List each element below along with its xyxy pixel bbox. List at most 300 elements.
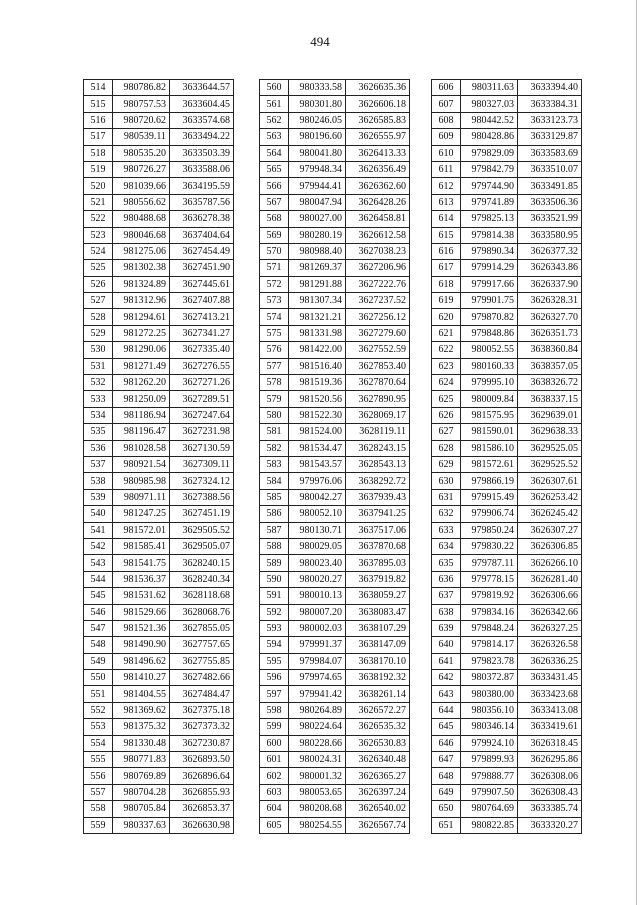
- point-number-cell: 611: [432, 161, 461, 177]
- table-row: [432, 129, 582, 145]
- point-number-cell: 529: [84, 325, 113, 341]
- point-number-cell: 591: [260, 588, 289, 604]
- y-coordinate-cell: 3638059.27: [346, 588, 410, 604]
- table-row: [84, 670, 234, 686]
- point-number-cell: 586: [260, 506, 289, 522]
- table-row: [432, 260, 582, 276]
- table-row: [260, 178, 410, 194]
- point-number-cell: 592: [260, 604, 289, 620]
- table-row: [432, 161, 582, 177]
- table-row: [84, 588, 234, 604]
- y-coordinate-cell: 3626307.61: [518, 473, 582, 489]
- table-row: [260, 80, 410, 96]
- point-number-cell: 594: [260, 637, 289, 653]
- y-coordinate-cell: 3627451.19: [170, 506, 234, 522]
- table-row: [432, 686, 582, 702]
- point-number-cell: 555: [84, 752, 113, 768]
- table-row: [432, 522, 582, 538]
- table-row: [84, 260, 234, 276]
- y-coordinate-cell: 3638107.29: [346, 620, 410, 636]
- point-number-cell: 647: [432, 752, 461, 768]
- point-number-cell: 573: [260, 293, 289, 309]
- table-row: [84, 96, 234, 112]
- x-coordinate-cell: 980009.84: [461, 391, 518, 407]
- point-number-cell: 620: [432, 309, 461, 325]
- y-coordinate-cell: 3627276.55: [170, 358, 234, 374]
- point-number-cell: 568: [260, 211, 289, 227]
- y-coordinate-cell: 3628243.15: [346, 440, 410, 456]
- x-coordinate-cell: 979991.37: [289, 637, 346, 653]
- point-number-cell: 623: [432, 358, 461, 374]
- y-coordinate-cell: 3626458.81: [346, 211, 410, 227]
- x-coordinate-cell: 981496.62: [113, 653, 170, 669]
- y-coordinate-cell: 3627552.59: [346, 342, 410, 358]
- x-coordinate-cell: 979907.50: [461, 784, 518, 800]
- y-coordinate-cell: 3626365.27: [346, 768, 410, 784]
- x-coordinate-cell: 981585.41: [113, 538, 170, 554]
- point-number-cell: 643: [432, 686, 461, 702]
- y-coordinate-cell: 3626337.90: [518, 276, 582, 292]
- x-coordinate-cell: 979866.19: [461, 473, 518, 489]
- x-coordinate-cell: 981404.55: [113, 686, 170, 702]
- x-coordinate-cell: 980356.10: [461, 702, 518, 718]
- y-coordinate-cell: 3627407.88: [170, 293, 234, 309]
- table-row: [84, 424, 234, 440]
- y-coordinate-cell: 3633384.31: [518, 96, 582, 112]
- point-number-cell: 535: [84, 424, 113, 440]
- table-row: [432, 817, 582, 833]
- x-coordinate-cell: 979829.09: [461, 145, 518, 161]
- x-coordinate-cell: 980280.19: [289, 227, 346, 243]
- table-row: [260, 686, 410, 702]
- y-coordinate-cell: 3628068.76: [170, 604, 234, 620]
- table-row: [84, 604, 234, 620]
- x-coordinate-cell: 979842.79: [461, 161, 518, 177]
- y-coordinate-cell: 3628240.34: [170, 571, 234, 587]
- x-coordinate-cell: 980052.10: [289, 506, 346, 522]
- y-coordinate-cell: 3633419.61: [518, 719, 582, 735]
- point-number-cell: 572: [260, 276, 289, 292]
- point-number-cell: 530: [84, 342, 113, 358]
- point-number-cell: 563: [260, 129, 289, 145]
- coordinate-table-2: [259, 79, 410, 834]
- point-number-cell: 554: [84, 735, 113, 751]
- table-row: [432, 768, 582, 784]
- table-row: [432, 588, 582, 604]
- point-number-cell: 549: [84, 653, 113, 669]
- x-coordinate-cell: 979976.06: [289, 473, 346, 489]
- table-row: [84, 784, 234, 800]
- x-coordinate-cell: 980024.31: [289, 752, 346, 768]
- x-coordinate-cell: 980380.00: [461, 686, 518, 702]
- point-number-cell: 628: [432, 440, 461, 456]
- x-coordinate-cell: 979830.22: [461, 538, 518, 554]
- x-coordinate-cell: 981369.62: [113, 702, 170, 718]
- y-coordinate-cell: 3626567.74: [346, 817, 410, 833]
- table-row: [84, 309, 234, 325]
- table-row: [260, 407, 410, 423]
- table-row: [260, 784, 410, 800]
- table-row: [84, 489, 234, 505]
- point-number-cell: 588: [260, 538, 289, 554]
- x-coordinate-cell: 980301.80: [289, 96, 346, 112]
- table-row: [84, 522, 234, 538]
- point-number-cell: 596: [260, 670, 289, 686]
- point-number-cell: 629: [432, 456, 461, 472]
- point-number-cell: 541: [84, 522, 113, 538]
- y-coordinate-cell: 3626266.10: [518, 555, 582, 571]
- point-number-cell: 633: [432, 522, 461, 538]
- point-number-cell: 571: [260, 260, 289, 276]
- table-row: [260, 375, 410, 391]
- x-coordinate-cell: 980442.52: [461, 112, 518, 128]
- x-coordinate-cell: 980208.68: [289, 801, 346, 817]
- point-number-cell: 578: [260, 375, 289, 391]
- point-number-cell: 640: [432, 637, 461, 653]
- coordinate-table-3: [431, 79, 582, 834]
- x-coordinate-cell: 981522.30: [289, 407, 346, 423]
- table-row: [432, 293, 582, 309]
- point-number-cell: 537: [84, 456, 113, 472]
- table-row: [260, 817, 410, 833]
- point-number-cell: 575: [260, 325, 289, 341]
- y-coordinate-cell: 3627755.85: [170, 653, 234, 669]
- point-number-cell: 551: [84, 686, 113, 702]
- point-number-cell: 518: [84, 145, 113, 161]
- x-coordinate-cell: 981575.95: [461, 407, 518, 423]
- x-coordinate-cell: 979974.65: [289, 670, 346, 686]
- x-coordinate-cell: 979890.34: [461, 243, 518, 259]
- table-row: [260, 588, 410, 604]
- y-coordinate-cell: 3633604.45: [170, 96, 234, 112]
- y-coordinate-cell: 3633431.45: [518, 670, 582, 686]
- point-number-cell: 601: [260, 752, 289, 768]
- x-coordinate-cell: 979778.15: [461, 571, 518, 587]
- y-coordinate-cell: 3638337.15: [518, 391, 582, 407]
- point-number-cell: 593: [260, 620, 289, 636]
- x-coordinate-cell: 981307.34: [289, 293, 346, 309]
- y-coordinate-cell: 3626327.70: [518, 309, 582, 325]
- y-coordinate-cell: 3626340.48: [346, 752, 410, 768]
- point-number-cell: 649: [432, 784, 461, 800]
- table-row: [260, 358, 410, 374]
- y-coordinate-cell: 3627757.65: [170, 637, 234, 653]
- x-coordinate-cell: 979823.78: [461, 653, 518, 669]
- x-coordinate-cell: 981531.62: [113, 588, 170, 604]
- point-number-cell: 648: [432, 768, 461, 784]
- x-coordinate-cell: 981534.47: [289, 440, 346, 456]
- table-row: [84, 719, 234, 735]
- table-row: [84, 506, 234, 522]
- y-coordinate-cell: 3633491.85: [518, 178, 582, 194]
- y-coordinate-cell: 3627271.26: [170, 375, 234, 391]
- y-coordinate-cell: 3637517.06: [346, 522, 410, 538]
- x-coordinate-cell: 980010.13: [289, 588, 346, 604]
- table-row: [260, 276, 410, 292]
- point-number-cell: 605: [260, 817, 289, 833]
- y-coordinate-cell: 3628119.11: [346, 424, 410, 440]
- y-coordinate-cell: 3629639.01: [518, 407, 582, 423]
- y-coordinate-cell: 3626327.25: [518, 620, 582, 636]
- point-number-cell: 533: [84, 391, 113, 407]
- y-coordinate-cell: 3638147.09: [346, 637, 410, 653]
- y-coordinate-cell: 3627324.12: [170, 473, 234, 489]
- point-number-cell: 527: [84, 293, 113, 309]
- table-row: [84, 358, 234, 374]
- y-coordinate-cell: 3626308.43: [518, 784, 582, 800]
- y-coordinate-cell: 3633644.57: [170, 80, 234, 96]
- table-row: [260, 161, 410, 177]
- y-coordinate-cell: 3633521.99: [518, 211, 582, 227]
- y-coordinate-cell: 3626328.31: [518, 293, 582, 309]
- x-coordinate-cell: 980007.20: [289, 604, 346, 620]
- table-row: [432, 489, 582, 505]
- table-row: [260, 752, 410, 768]
- y-coordinate-cell: 3626307.27: [518, 522, 582, 538]
- point-number-cell: 642: [432, 670, 461, 686]
- point-number-cell: 580: [260, 407, 289, 423]
- point-number-cell: 525: [84, 260, 113, 276]
- point-number-cell: 636: [432, 571, 461, 587]
- table-row: [84, 407, 234, 423]
- point-number-cell: 644: [432, 702, 461, 718]
- x-coordinate-cell: 980224.64: [289, 719, 346, 735]
- x-coordinate-cell: 980705.84: [113, 801, 170, 817]
- point-number-cell: 519: [84, 161, 113, 177]
- x-coordinate-cell: 981529.66: [113, 604, 170, 620]
- table-row: [84, 211, 234, 227]
- point-number-cell: 526: [84, 276, 113, 292]
- point-number-cell: 531: [84, 358, 113, 374]
- x-coordinate-cell: 980246.05: [289, 112, 346, 128]
- y-coordinate-cell: 3627247.64: [170, 407, 234, 423]
- y-coordinate-cell: 3637404.64: [170, 227, 234, 243]
- x-coordinate-cell: 981272.25: [113, 325, 170, 341]
- point-number-cell: 514: [84, 80, 113, 96]
- x-coordinate-cell: 980346.14: [461, 719, 518, 735]
- x-coordinate-cell: 980130.71: [289, 522, 346, 538]
- table-row: [432, 309, 582, 325]
- x-coordinate-cell: 981519.36: [289, 375, 346, 391]
- x-coordinate-cell: 980254.55: [289, 817, 346, 833]
- table-row: [84, 752, 234, 768]
- y-coordinate-cell: 3633506.36: [518, 194, 582, 210]
- point-number-cell: 595: [260, 653, 289, 669]
- x-coordinate-cell: 979915.49: [461, 489, 518, 505]
- point-number-cell: 552: [84, 702, 113, 718]
- point-number-cell: 546: [84, 604, 113, 620]
- x-coordinate-cell: 980228.66: [289, 735, 346, 751]
- y-coordinate-cell: 3633394.40: [518, 80, 582, 96]
- point-number-cell: 544: [84, 571, 113, 587]
- point-number-cell: 545: [84, 588, 113, 604]
- y-coordinate-cell: 3627222.76: [346, 276, 410, 292]
- table-row: [260, 440, 410, 456]
- table-row: [84, 145, 234, 161]
- table-row: [260, 227, 410, 243]
- table-row: [260, 506, 410, 522]
- y-coordinate-cell: 3638357.05: [518, 358, 582, 374]
- table-row: [432, 670, 582, 686]
- point-number-cell: 579: [260, 391, 289, 407]
- x-coordinate-cell: 979848.86: [461, 325, 518, 341]
- table-row: [432, 243, 582, 259]
- x-coordinate-cell: 979814.17: [461, 637, 518, 653]
- table-row: [260, 768, 410, 784]
- x-coordinate-cell: 980047.94: [289, 194, 346, 210]
- y-coordinate-cell: 3627038.23: [346, 243, 410, 259]
- y-coordinate-cell: 3626540.02: [346, 801, 410, 817]
- point-number-cell: 598: [260, 702, 289, 718]
- point-number-cell: 562: [260, 112, 289, 128]
- point-number-cell: 614: [432, 211, 461, 227]
- y-coordinate-cell: 3627341.27: [170, 325, 234, 341]
- point-number-cell: 542: [84, 538, 113, 554]
- y-coordinate-cell: 3635787.56: [170, 194, 234, 210]
- x-coordinate-cell: 980327.03: [461, 96, 518, 112]
- y-coordinate-cell: 3627484.47: [170, 686, 234, 702]
- y-coordinate-cell: 3633574.68: [170, 112, 234, 128]
- point-number-cell: 581: [260, 424, 289, 440]
- table-row: [84, 538, 234, 554]
- y-coordinate-cell: 3626572.27: [346, 702, 410, 718]
- point-number-cell: 585: [260, 489, 289, 505]
- point-number-cell: 608: [432, 112, 461, 128]
- point-number-cell: 632: [432, 506, 461, 522]
- x-coordinate-cell: 981324.89: [113, 276, 170, 292]
- point-number-cell: 651: [432, 817, 461, 833]
- x-coordinate-cell: 981330.48: [113, 735, 170, 751]
- point-number-cell: 577: [260, 358, 289, 374]
- x-coordinate-cell: 981321.21: [289, 309, 346, 325]
- point-number-cell: 548: [84, 637, 113, 653]
- table-row: [260, 801, 410, 817]
- x-coordinate-cell: 980757.53: [113, 96, 170, 112]
- point-number-cell: 539: [84, 489, 113, 505]
- table-row: [432, 473, 582, 489]
- point-number-cell: 553: [84, 719, 113, 735]
- y-coordinate-cell: 3627373.32: [170, 719, 234, 735]
- x-coordinate-cell: 980720.62: [113, 112, 170, 128]
- table-row: [84, 686, 234, 702]
- point-number-cell: 576: [260, 342, 289, 358]
- point-number-cell: 634: [432, 538, 461, 554]
- table-row: [432, 637, 582, 653]
- y-coordinate-cell: 3627375.18: [170, 702, 234, 718]
- x-coordinate-cell: 980726.27: [113, 161, 170, 177]
- y-coordinate-cell: 3628118.68: [170, 588, 234, 604]
- y-coordinate-cell: 3627206.96: [346, 260, 410, 276]
- y-coordinate-cell: 3627237.52: [346, 293, 410, 309]
- y-coordinate-cell: 3637919.82: [346, 571, 410, 587]
- point-number-cell: 540: [84, 506, 113, 522]
- point-number-cell: 574: [260, 309, 289, 325]
- y-coordinate-cell: 3627256.12: [346, 309, 410, 325]
- y-coordinate-cell: 3638170.10: [346, 653, 410, 669]
- table-row: [84, 768, 234, 784]
- y-coordinate-cell: 3627855.05: [170, 620, 234, 636]
- x-coordinate-cell: 980769.89: [113, 768, 170, 784]
- table-row: [432, 456, 582, 472]
- point-number-cell: 617: [432, 260, 461, 276]
- x-coordinate-cell: 979914.29: [461, 260, 518, 276]
- x-coordinate-cell: 980046.68: [113, 227, 170, 243]
- x-coordinate-cell: 981028.58: [113, 440, 170, 456]
- table-row: [84, 342, 234, 358]
- y-coordinate-cell: 3638083.47: [346, 604, 410, 620]
- table-row: [432, 424, 582, 440]
- y-coordinate-cell: 3638192.32: [346, 670, 410, 686]
- point-number-cell: 606: [432, 80, 461, 96]
- x-coordinate-cell: 980002.03: [289, 620, 346, 636]
- table-row: [432, 112, 582, 128]
- x-coordinate-cell: 981302.38: [113, 260, 170, 276]
- x-coordinate-cell: 981410.27: [113, 670, 170, 686]
- x-coordinate-cell: 979825.13: [461, 211, 518, 227]
- point-number-cell: 515: [84, 96, 113, 112]
- table-row: [260, 243, 410, 259]
- table-row: [260, 538, 410, 554]
- point-number-cell: 631: [432, 489, 461, 505]
- x-coordinate-cell: 979984.07: [289, 653, 346, 669]
- point-number-cell: 561: [260, 96, 289, 112]
- table-row: [260, 145, 410, 161]
- y-coordinate-cell: 3627413.21: [170, 309, 234, 325]
- point-number-cell: 560: [260, 80, 289, 96]
- x-coordinate-cell: 981312.96: [113, 293, 170, 309]
- point-number-cell: 520: [84, 178, 113, 194]
- x-coordinate-cell: 981331.98: [289, 325, 346, 341]
- y-coordinate-cell: 3637939.43: [346, 489, 410, 505]
- table-row: [260, 211, 410, 227]
- table-row: [260, 112, 410, 128]
- point-number-cell: 528: [84, 309, 113, 325]
- y-coordinate-cell: 3627870.64: [346, 375, 410, 391]
- x-coordinate-cell: 979850.24: [461, 522, 518, 538]
- y-coordinate-cell: 3627130.59: [170, 440, 234, 456]
- table-row: [84, 178, 234, 194]
- table-row: [260, 702, 410, 718]
- point-number-cell: 522: [84, 211, 113, 227]
- point-number-cell: 587: [260, 522, 289, 538]
- y-coordinate-cell: 3638360.84: [518, 342, 582, 358]
- y-coordinate-cell: 3629525.52: [518, 456, 582, 472]
- y-coordinate-cell: 3626397.24: [346, 784, 410, 800]
- y-coordinate-cell: 3626336.25: [518, 653, 582, 669]
- y-coordinate-cell: 3626428.26: [346, 194, 410, 210]
- point-number-cell: 582: [260, 440, 289, 456]
- table-row: [432, 620, 582, 636]
- table-row: [432, 325, 582, 341]
- point-number-cell: 646: [432, 735, 461, 751]
- table-row: [260, 555, 410, 571]
- x-coordinate-cell: 981490.90: [113, 637, 170, 653]
- y-coordinate-cell: 3637870.68: [346, 538, 410, 554]
- table-row: [260, 129, 410, 145]
- y-coordinate-cell: 3633129.87: [518, 129, 582, 145]
- y-coordinate-cell: 3626245.42: [518, 506, 582, 522]
- table-row: [84, 129, 234, 145]
- y-coordinate-cell: 3627279.60: [346, 325, 410, 341]
- y-coordinate-cell: 3636278.38: [170, 211, 234, 227]
- y-coordinate-cell: 3626530.83: [346, 735, 410, 751]
- point-number-cell: 538: [84, 473, 113, 489]
- point-number-cell: 609: [432, 129, 461, 145]
- x-coordinate-cell: 979741.89: [461, 194, 518, 210]
- x-coordinate-cell: 980264.89: [289, 702, 346, 718]
- y-coordinate-cell: 3637895.03: [346, 555, 410, 571]
- y-coordinate-cell: 3629505.52: [170, 522, 234, 538]
